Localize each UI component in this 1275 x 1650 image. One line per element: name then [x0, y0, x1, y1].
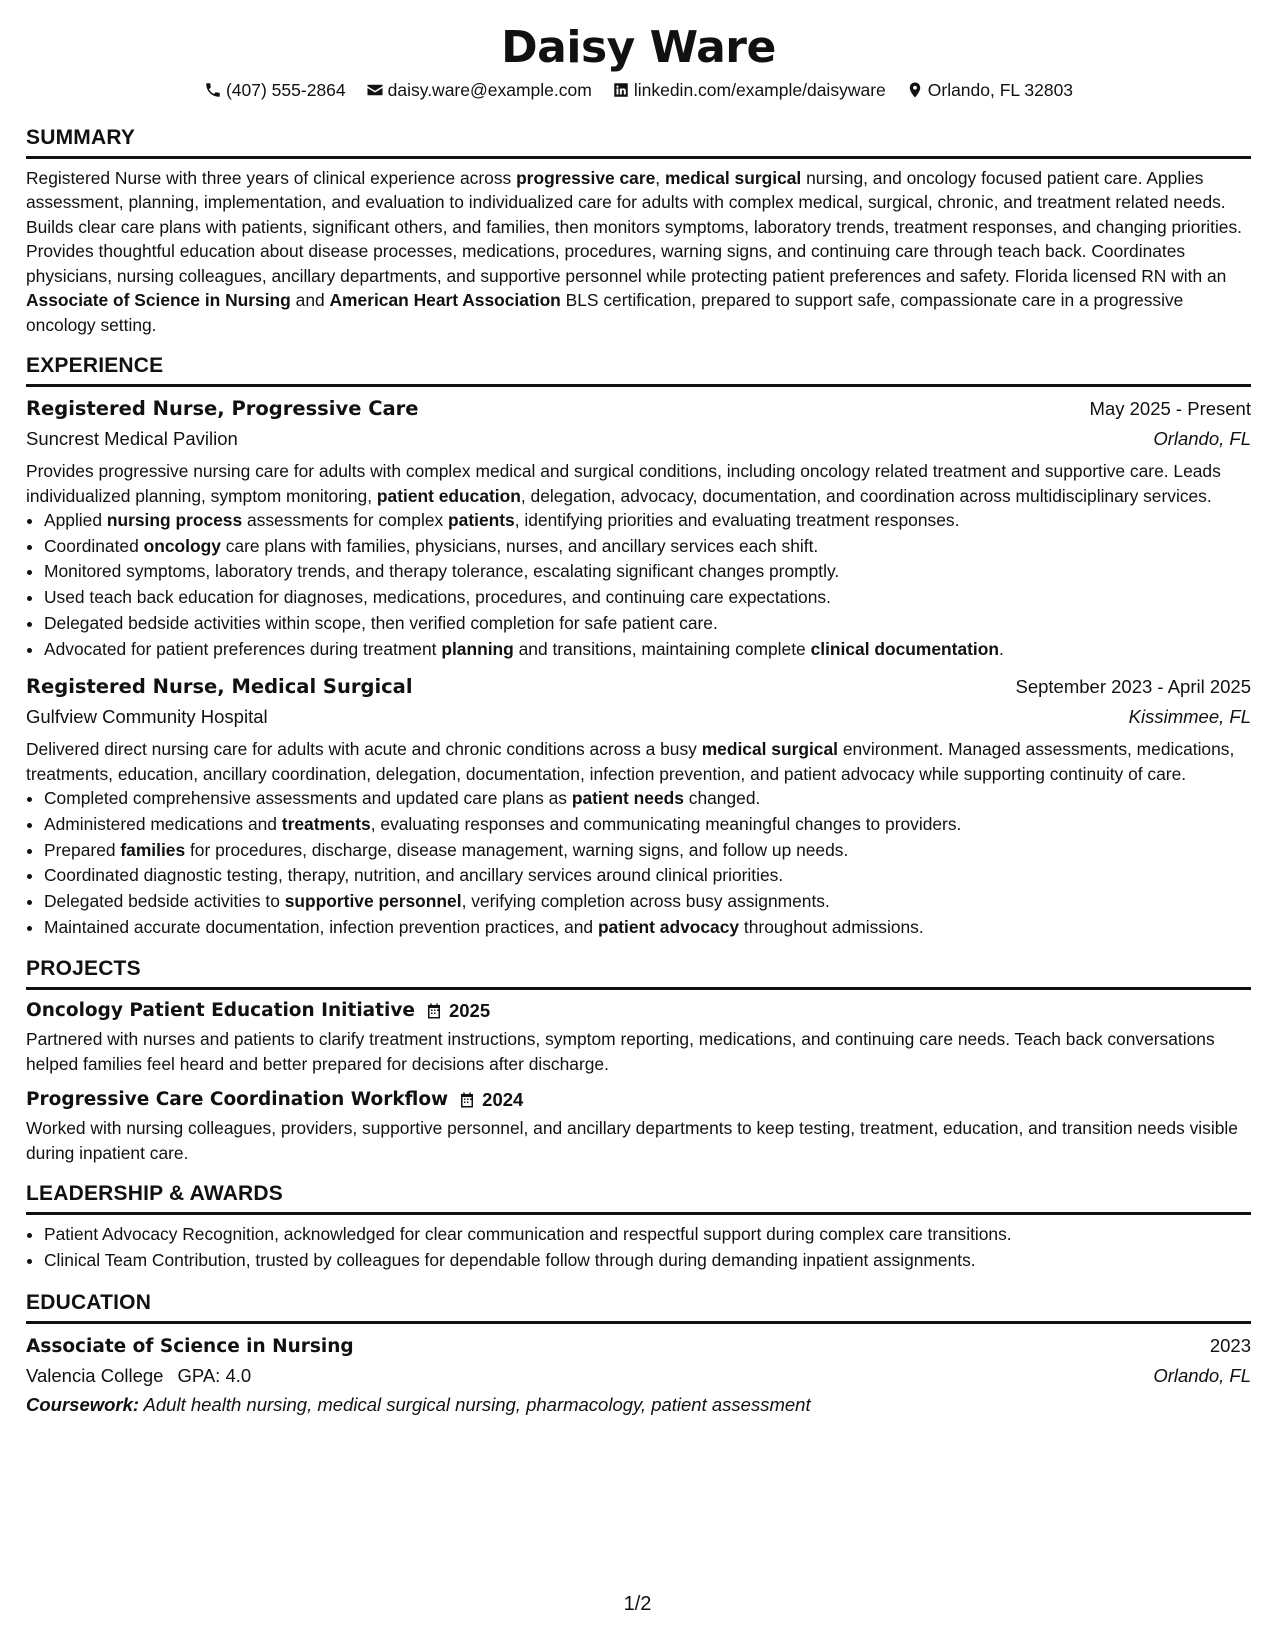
linkedin-icon	[612, 81, 630, 99]
job-title: Registered Nurse, Medical Surgical	[26, 675, 413, 699]
location-pin-icon	[906, 81, 924, 99]
leadership-list	[26, 1222, 1251, 1273]
section-title-education: EDUCATION	[26, 1290, 1251, 1324]
calendar-icon	[458, 1091, 476, 1109]
job-date: May 2025 - Present	[1089, 398, 1251, 419]
list-item: • Delegated bedside activities within scope, then verified completion for safe patient care.	[44, 611, 1251, 637]
list-item: • Clinical Team Contribution, trusted by colleagues for dependable follow through during demanding inpatient assignments.	[44, 1248, 1251, 1274]
project-title: Oncology Patient Education Initiative	[26, 1000, 415, 1022]
list-item: • Coordinated oncology care plans with families, physicians, nurses, and ancillary services each shift.	[44, 534, 1251, 560]
envelope-icon	[366, 81, 384, 99]
phone-text[interactable]: (407) 555-2864	[225, 80, 346, 100]
section-title-leadership: LEADERSHIP & AWARDS	[26, 1181, 1251, 1215]
school-line	[26, 1361, 251, 1391]
contact-linkedin	[612, 78, 886, 103]
bold-phrase: American Heart Association	[329, 290, 561, 310]
job-company: Suncrest Medical Pavilion	[26, 428, 238, 449]
project-entry	[26, 997, 1251, 1076]
job-location: Orlando, FL	[1153, 428, 1251, 449]
job-location: Kissimmee, FL	[1128, 706, 1251, 728]
degree-title: Associate of Science in Nursing	[26, 1335, 354, 1357]
page-number: 1/2	[623, 1593, 652, 1615]
resume-page	[26, 22, 1251, 1419]
project-year	[425, 997, 490, 1025]
section-title-experience: EXPERIENCE	[26, 353, 1251, 387]
projects-section	[26, 956, 1251, 1165]
project-description: Worked with nursing colleagues, providers, supportive personnel, and ancillary departments to keep testing, treatment, education, and transition needs visible during inpatient care.	[26, 1118, 1238, 1163]
bold-phrase: treatments	[281, 813, 371, 834]
list-item: • Applied nursing process assessments for complex patients, identifying priorities and evaluating treatment responses.	[44, 508, 1251, 534]
list-item: • Coordinated diagnostic testing, therapy, nutrition, and ancillary services around clinical priorities.	[44, 863, 1251, 889]
bold-phrase: nursing process	[106, 510, 243, 530]
list-item: • Used teach back education for diagnoses, medications, procedures, and continuing care expectations.	[44, 585, 1251, 611]
bold-phrase: progressive care	[516, 167, 656, 188]
contact-location	[906, 78, 1073, 103]
job-company: Gulfview Community Hospital	[26, 706, 268, 728]
list-item: • Patient Advocacy Recognition, acknowledged for clear communication and respectful support during complex care transitions.	[44, 1222, 1251, 1248]
job-entry	[26, 672, 1251, 940]
project-description: Partnered with nurses and patients to clarify treatment instructions, symptom reporting, medications, and continuing care needs. Teach back conversations helped families feel heard and better prepared for decisions after discharge.	[26, 1029, 1215, 1074]
education-section	[26, 1290, 1251, 1419]
list-item: • Delegated bedside activities to supportive personnel, verifying completion across busy assignments.	[44, 889, 1251, 915]
job-description: Provides progressive nursing care for adults with complex medical and surgical conditions, including oncology related treatment and supportive care. Leads individualized planning, symptom monitoring, patient education, delegation, advocacy, documentation, and coordination across multidisciplinary services.	[26, 461, 1221, 506]
gpa: GPA: 4.0	[177, 1364, 252, 1386]
list-item: • Maintained accurate documentation, infection prevention practices, and patient advocacy throughout admissions.	[44, 915, 1251, 941]
job-entry	[26, 394, 1251, 662]
bold-phrase: patient needs	[571, 788, 684, 809]
bold-phrase: supportive personnel	[284, 891, 462, 912]
linkedin-link[interactable]: linkedin.com/example/daisyware	[633, 80, 886, 100]
project-year-text: 2024	[482, 1089, 524, 1111]
job-bullets	[26, 786, 1251, 940]
contact-email	[366, 78, 592, 103]
job-title: Registered Nurse, Progressive Care	[26, 397, 419, 420]
degree-year: 2023	[1209, 1334, 1251, 1356]
phone-icon	[204, 81, 222, 99]
project-title: Progressive Care Coordination Workflow	[26, 1089, 449, 1111]
summary-text: Registered Nurse with three years of clinical experience across progressive care, medical surgical nursing, and oncology focused patient care. Applies assessment, planning, implementation, and evaluation to individualized care for adults with complex medical, surgical, chronic, and treatment related needs. Builds clear care plans with patients, significant others, and families, then monitors symptoms, laboratory trends, treatment responses, and changing priorities. Provides thoughtful education about disease processes, medications, procedures, warning signs, and continuing care through teach back. Coordinates physicians, nursing colleagues, ancillary departments, and supportive personnel while protecting patient preferences and safety. Florida licensed RN with an Associate of Science in Nursing and American Heart Association BLS certification, prepared to support safe, compassionate care in a progressive oncology setting.	[26, 167, 1243, 335]
school-location: Orlando, FL	[1153, 1364, 1251, 1386]
bold-phrase: planning	[441, 638, 514, 659]
contact-phone	[204, 78, 346, 103]
location-text: Orlando, FL 32803	[927, 80, 1074, 100]
list-item: • Prepared families for procedures, discharge, disease management, warning signs, and follow up needs.	[44, 838, 1251, 864]
job-date: September 2023 - April 2025	[1015, 676, 1251, 698]
project-year-text: 2025	[448, 1000, 491, 1022]
list-item: • Advocated for patient preferences during treatment planning and transitions, maintaining complete clinical documentation.	[44, 637, 1251, 663]
job-description: Delivered direct nursing care for adults with acute and chronic conditions across a busy medical surgical environment. Managed assessments, medications, treatments, education, ancillary coordination, delegation, documentation, infection prevention, and patient advocacy while supporting continuity of care.	[26, 739, 1235, 784]
bold-phrase: clinical documentation	[810, 638, 999, 659]
contact-bar	[26, 78, 1251, 103]
coursework-label: Coursework:	[26, 1393, 140, 1415]
coursework-list: Adult health nursing, medical surgical nursing, pharmacology, patient assessment	[143, 1393, 811, 1415]
bold-phrase: patients	[448, 510, 515, 530]
bold-phrase: patient advocacy	[597, 916, 740, 937]
bold-phrase: families	[120, 839, 186, 860]
calendar-icon	[425, 1002, 443, 1020]
project-year	[458, 1086, 523, 1114]
summary-section	[26, 125, 1251, 338]
school-name: Valencia College	[26, 1364, 164, 1386]
job-bullets	[26, 508, 1251, 662]
email-link[interactable]: daisy.ware@example.com	[387, 80, 592, 100]
coursework	[26, 1391, 1251, 1419]
leadership-section	[26, 1181, 1251, 1273]
bold-phrase: Associate of Science in Nursing	[26, 290, 291, 310]
list-item: • Completed comprehensive assessments and updated care plans as patient needs changed.	[44, 786, 1251, 812]
experience-section	[26, 353, 1251, 940]
bold-phrase: oncology	[143, 535, 221, 556]
bold-phrase: medical surgical	[664, 167, 802, 188]
section-title-projects: PROJECTS	[26, 956, 1251, 990]
bold-phrase: patient education	[376, 485, 521, 506]
list-item: • Monitored symptoms, laboratory trends, and therapy tolerance, escalating significant changes promptly.	[44, 559, 1251, 585]
section-title-summary: SUMMARY	[26, 125, 1251, 159]
project-entry	[26, 1086, 1251, 1165]
list-item: • Administered medications and treatments, evaluating responses and communicating meaningful changes to providers.	[44, 812, 1251, 838]
candidate-name: Daisy Ware	[501, 22, 776, 73]
bold-phrase: medical surgical	[701, 739, 838, 760]
